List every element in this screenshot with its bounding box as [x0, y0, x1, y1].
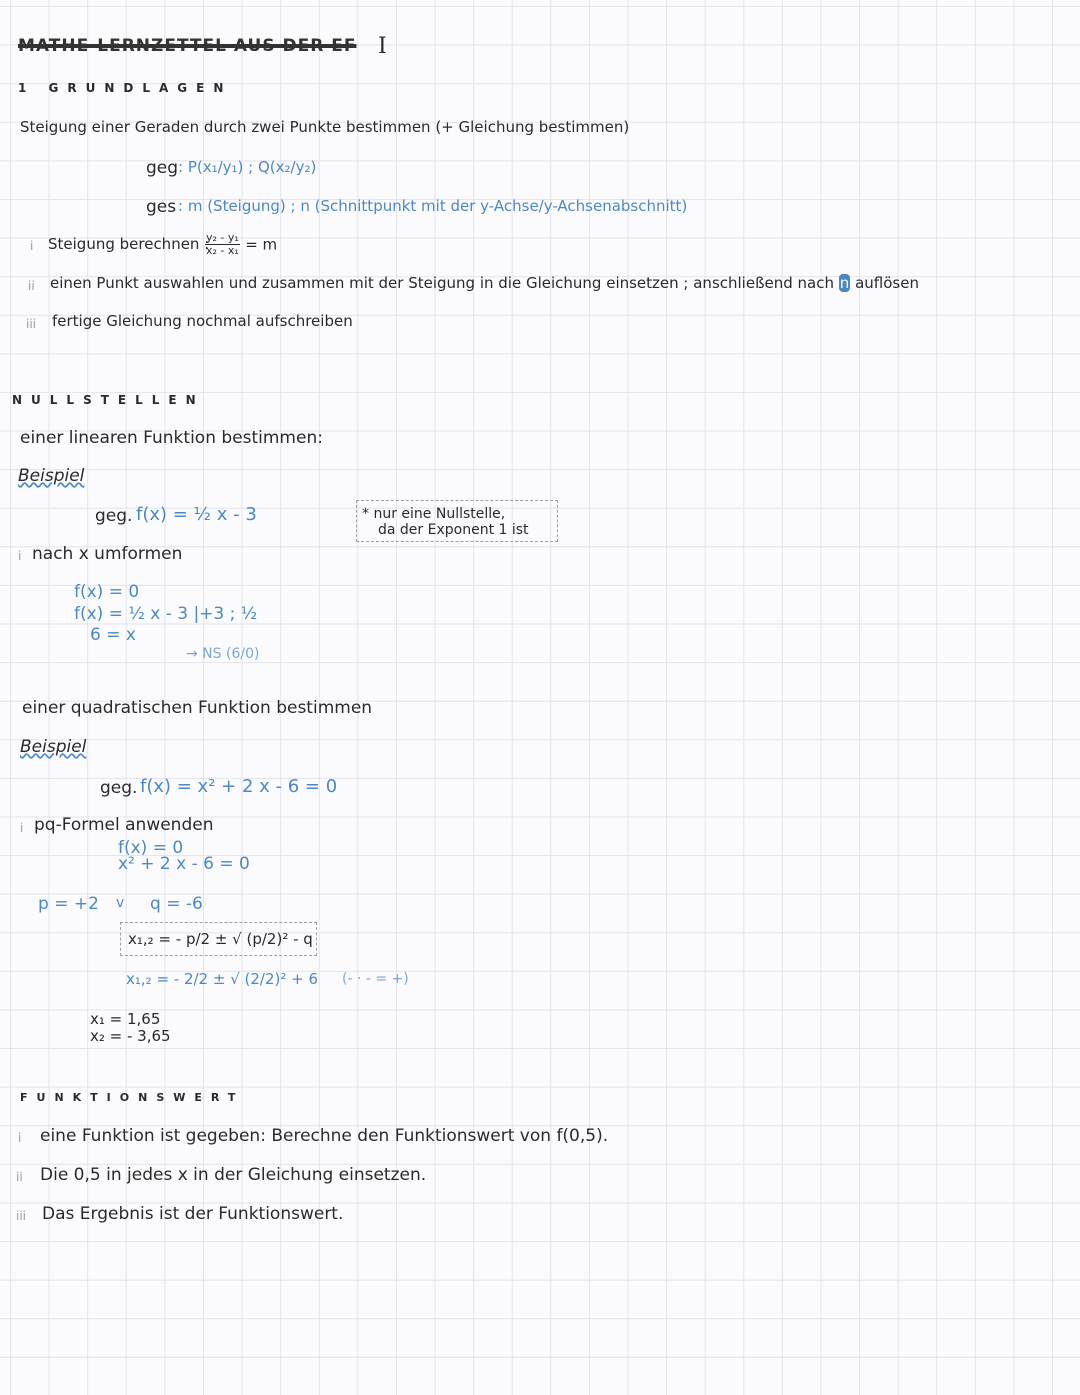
calc-line-2: f(x) = ½ x - 3 |+3 ; ½ [74, 604, 258, 624]
q-value: q = -6 [150, 894, 203, 914]
pq-line-2: x² + 2 x - 6 = 0 [118, 854, 250, 874]
step-number: i [20, 821, 24, 835]
geg-label: geg. [100, 778, 138, 798]
step-number: iii [26, 317, 37, 331]
fw-step-3: Das Ergebnis ist der Funktionswert. [42, 1204, 344, 1224]
page-number-roman: I [378, 34, 387, 59]
quadratic-equation: f(x) = x² + 2 x - 6 = 0 [140, 776, 338, 797]
step2-end: auflösen [855, 274, 919, 292]
beispiel-label: Beispiel [18, 466, 85, 486]
geg-label: geg. [95, 506, 133, 526]
note-line-2: da der Exponent 1 ist [378, 522, 529, 538]
nullstelle-result: → NS (6/0) [186, 646, 260, 662]
step2-n: n [839, 274, 850, 292]
step3-text: fertige Gleichung nochmal aufschreiben [52, 312, 353, 330]
section-heading-funktionswert: FUNKTIONSWERT [20, 1091, 245, 1104]
fw-step-2: Die 0,5 in jedes x in der Gleichung einsetzen. [40, 1165, 427, 1185]
step-number: i [18, 549, 22, 563]
pq-formula: x₁,₂ = - p/2 ± √ (p/2)² - q [128, 930, 313, 948]
or-symbol: v [116, 895, 125, 911]
linear-title: einer linearen Funktion bestimmen: [20, 428, 323, 448]
slope-numerator: y₂ - y₁ [206, 231, 239, 244]
section-heading-nullstellen: NULLSTELLEN [12, 393, 205, 407]
solution-x2: x₂ = - 3,65 [90, 1027, 171, 1045]
calc-line-1: f(x) = 0 [74, 582, 140, 602]
calc-line-3: 6 = x [90, 625, 136, 645]
fw-step-1: eine Funktion ist gegeben: Berechne den Funktionswert von f(0,5). [40, 1126, 609, 1146]
slope-fraction [205, 232, 277, 257]
pq-text: pq-Formel anwenden [34, 815, 214, 835]
step-number: i [18, 1131, 22, 1145]
geg-value: : P(x₁/y₁) ; Q(x₂/y₂) [178, 158, 317, 176]
geg-label: geg [146, 158, 179, 178]
pq-formula-filled: x₁,₂ = - 2/2 ± √ (2/2)² + 6 [126, 970, 319, 988]
pq-line-1: f(x) = 0 [118, 838, 184, 858]
sign-note: (- · - = +) [342, 971, 409, 987]
solution-x1: x₁ = 1,65 [90, 1010, 161, 1028]
struck-title: MATHE-LERNZETTEL AUS DER EF [18, 36, 357, 56]
section-heading-grundlagen: 1 GRUNDLAGEN [18, 81, 233, 95]
step-number: i [30, 239, 34, 253]
linear-equation: f(x) = ½ x - 3 [136, 504, 257, 525]
note-line-1: * nur eine Nullstelle, [362, 506, 506, 522]
step-i-text: nach x umformen [32, 544, 183, 564]
step-number: iii [16, 1209, 27, 1223]
slope-denominator: x₂ - x₁ [206, 244, 239, 258]
beispiel-label: Beispiel [20, 737, 87, 757]
ges-value: : m (Steigung) ; n (Schnittpunkt mit der y-Achse/y-Achsenabschnitt) [178, 197, 688, 215]
step2-text [50, 276, 919, 291]
note-text [362, 506, 529, 538]
p-value: p = +2 [38, 894, 99, 914]
quad-title: einer quadratischen Funktion bestimmen [22, 698, 373, 718]
step-number: ii [16, 1170, 23, 1184]
step2-main: einen Punkt auswahlen und zusammen mit der Steigung in die Gleichung einsetzen ; anschließend nach [50, 274, 834, 292]
slope-equals-m: = m [245, 235, 278, 254]
step1-text: Steigung berechnen : [48, 235, 210, 253]
ges-label: ges [146, 197, 177, 217]
step-number: ii [28, 279, 35, 293]
grundlagen-task: Steigung einer Geraden durch zwei Punkte bestimmen (+ Gleichung bestimmen) [20, 118, 630, 136]
